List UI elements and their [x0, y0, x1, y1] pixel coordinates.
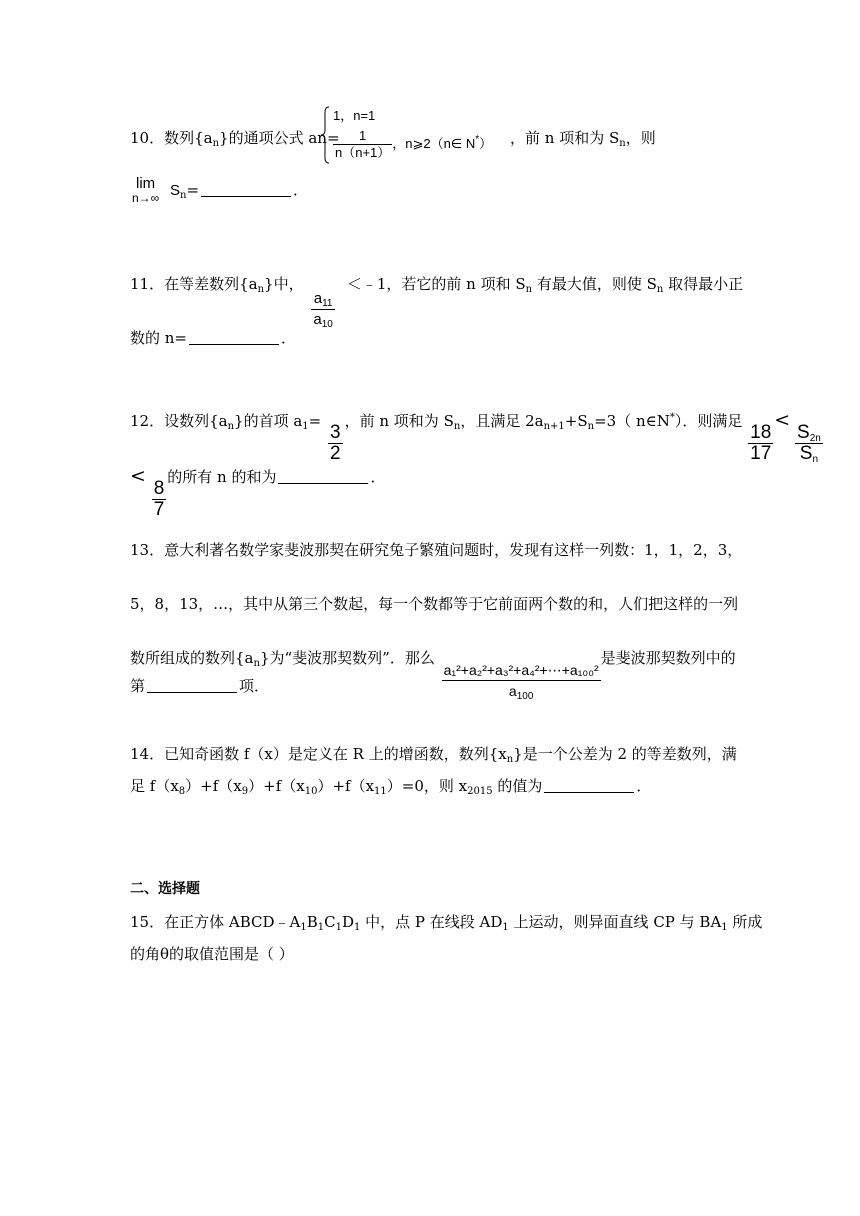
question-13-line-2: 5，8，13，…，其中从第三个数起，每一个数都等于它前面两个数的和，人们把这样的一列: [130, 595, 739, 613]
answer-blank-10[interactable]: [201, 182, 291, 197]
fraction-3-2: $\frac{3}{2}$: [330, 422, 341, 464]
answer-blank-14[interactable]: [544, 778, 634, 793]
question-11-line-2: 数的 n= ．: [130, 329, 297, 347]
section-heading: 二、选择题: [130, 881, 200, 897]
question-10-line-1: 10．数列$\{a_n\}$的通项公式 an=: [130, 129, 340, 149]
question-14-line-1: 14．已知奇函数 f（x）是定义在 R 上的增函数，数列$\{x_n\}$是一个公差为 2 的等差数列，满: [130, 745, 737, 765]
question-10-after: ，前 n 项和为 $S_n$，则: [510, 129, 656, 149]
question-15-line-1: 15．在正方体 $ABCD﹣A_1B_1C_1D_1$ 中，点 P 在线段 $AD_1$ 上运动，则异面直线 CP 与 $BA_1$ 所成: [130, 913, 763, 933]
question-14-line-2: 足 $f(x_8)+f(x_9)+f(x_{10})+f(x_{11})=0$，则 $x_{2015}$ 的值为 ．: [130, 777, 652, 797]
piecewise-case-2: $\frac{1}{n(n+1)}$ ，n⩾2（n∈ N*）: [335, 128, 493, 160]
answer-blank-11[interactable]: [189, 330, 279, 345]
answer-blank-13[interactable]: [147, 678, 237, 693]
ratio-fraction: $\frac{a_{11}}{a_{10}}$: [313, 290, 333, 330]
question-12-line-1: 12．设数列$\{a_n\}$的首项 $a_1=$ $\frac{3}{2}$ ，前 n 项和为 $S_n$，且满足 $2a_{n+1}+S_n=3$（ n∈N*）．则满足 $\frac{18}{17}$ < $\frac{S_{2n}}{S_n}$: [130, 409, 821, 465]
piecewise-case-1: 1，n=1: [333, 108, 376, 123]
fraction-s2n-sn: $\frac{S_{2n}}{S_n}$: [797, 422, 821, 465]
piecewise-brace: [320, 106, 330, 164]
question-10-line-2: $S_n=$ ．: [170, 181, 309, 201]
question-11-line-1: 11．在等差数列$\{a_n\}$中， $\frac{a_{11}}{a_{10}}$ ＜﹣1，若它的前 n 项和 $S_n$ 有最大值，则使 $S_n$ 取得最小正: [130, 275, 744, 330]
question-13-line-1: 13．意大利著名数学家斐波那契在研究兔子繁殖问题时，发现有这样一列数：1，1，2，3，: [130, 541, 743, 559]
limit-expression: lim n→∞: [132, 175, 160, 205]
fraction-18-17: $\frac{18}{17}$: [750, 422, 772, 464]
question-15-line-2: 的角θ的取值范围是（ ）: [130, 945, 294, 963]
fibonacci-squares-fraction: $\frac{\text{a₁²+a₂²+a₃²+a₄²+⋯+a₁₀₀²}}{a_{100}}$: [443, 662, 599, 702]
question-13-line-4: 第 项．: [130, 677, 270, 695]
question-13-line-3: 数所组成的数列$\{a_n\}$为“斐波那契数列”．那么 $\frac{\text{a₁²+a₂²+a₃²+a₄²+⋯+a₁₀₀²}}{a_{100}}$ 是斐波那契数列中的: [130, 649, 736, 702]
fraction-8-7: $\frac{8}{7}$: [153, 478, 165, 520]
answer-blank-12[interactable]: [278, 469, 368, 484]
question-12-line-2: < $\frac{8}{7}$ 的所有 n 的和为 ．: [130, 465, 386, 520]
